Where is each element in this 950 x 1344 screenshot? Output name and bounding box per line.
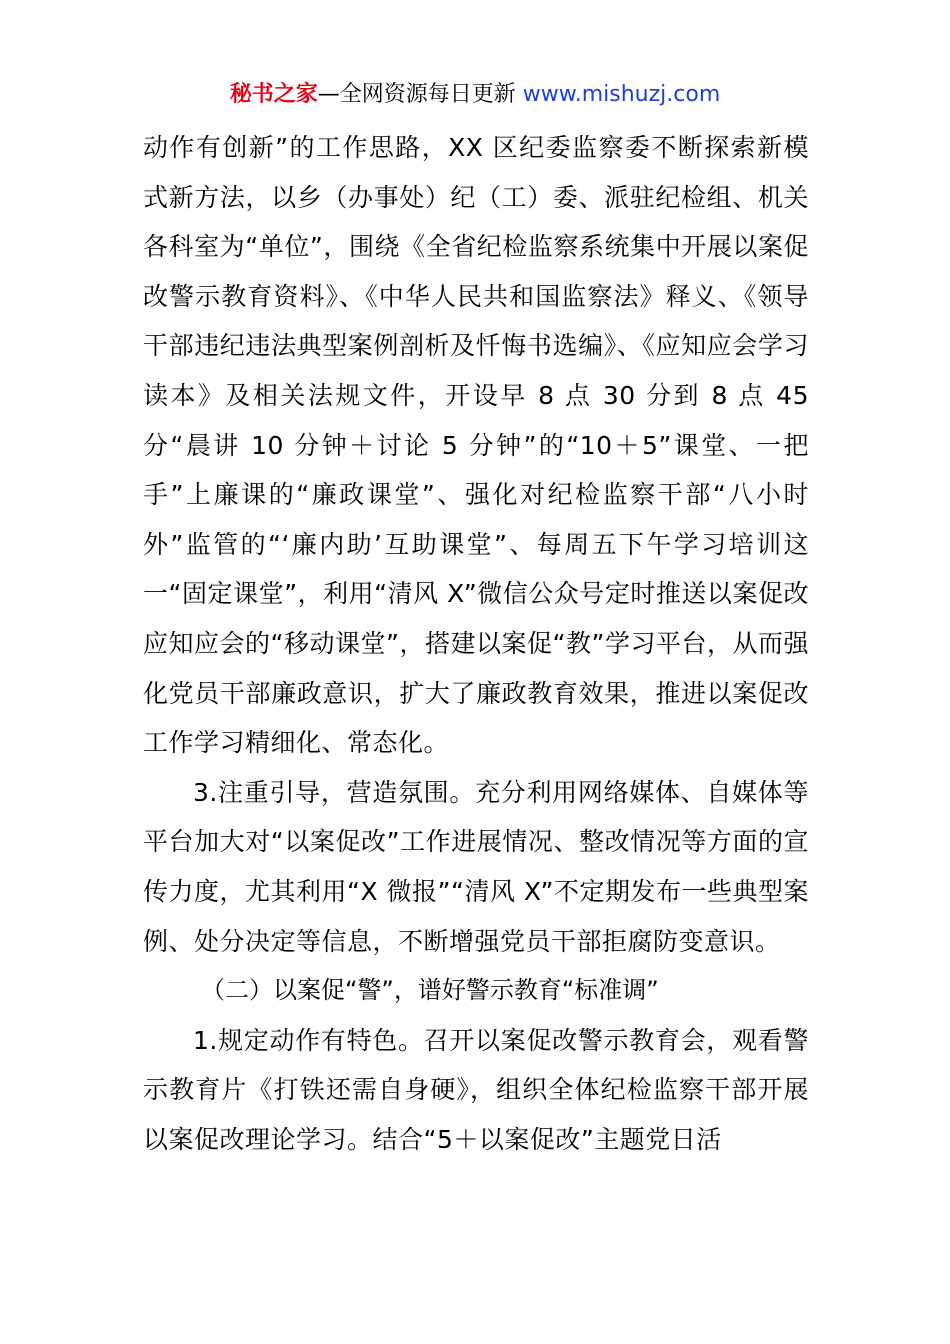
document-body [143,123,809,1164]
section-heading: （二）以案促“警”，谱好警示教育“标准调” [201,976,659,1005]
header-tagline: —全网资源每日更新 [317,82,516,107]
paragraph-guidance: 3.注重引导，营造氛围。充分利用网络媒体、自媒体等平台加大对“以案促改”工作进展情况、整改情况等方面的宣传力度，尤其利用“X 微报”“清风 X”不定期发布一些典型案例、处分决定等信息，不断增强党员干部拒腐防变意识。 [143,777,809,956]
site-url-link[interactable]: www.mishuzj.com [522,82,721,107]
paragraph-required-actions: 1.规定动作有特色。召开以案促改警示教育会，观看警示教育片《打铁还需自身硬》，组织全体纪检监察干部开展以案促改理论学习。结合“5＋以案促改”主题党日活 [143,1025,809,1154]
paragraph-continued: 动作有创新”的工作思路，XX 区纪委监察委不断探索新模式新方法，以乡（办事处）纪（工）委、派驻纪检组、机关各科室为“单位”，围绕《全省纪检监察系统集中开展以案促改警示教育资料》、《中华人民共和国监察法》释义、《领导干部违纪违法典型案例剖析及忏悔书选编》、《应知应会学习读本》及相关法规文件，开设早 8 点 30 分到 8 点 45 分“晨讲 10 分钟＋讨论 5 分钟”的“10＋5”课堂、一把手”上廉课的“廉政课堂”、强化对纪检监察干部“八小时外”监管的“‘廉内助’互助课堂”、每周五下午学习培训这一“固定课堂”，利用“清风 X”微信公众号定时推送以案促改应知应会的“移动课堂”，搭建以案促“教”学习平台，从而强化党员干部廉政意识，扩大了廉政教育效果，推进以案促改工作学习精细化、常态化。 [143,133,809,758]
brand-name: 秘书之家 [229,82,318,107]
watermark-header [0,80,950,110]
